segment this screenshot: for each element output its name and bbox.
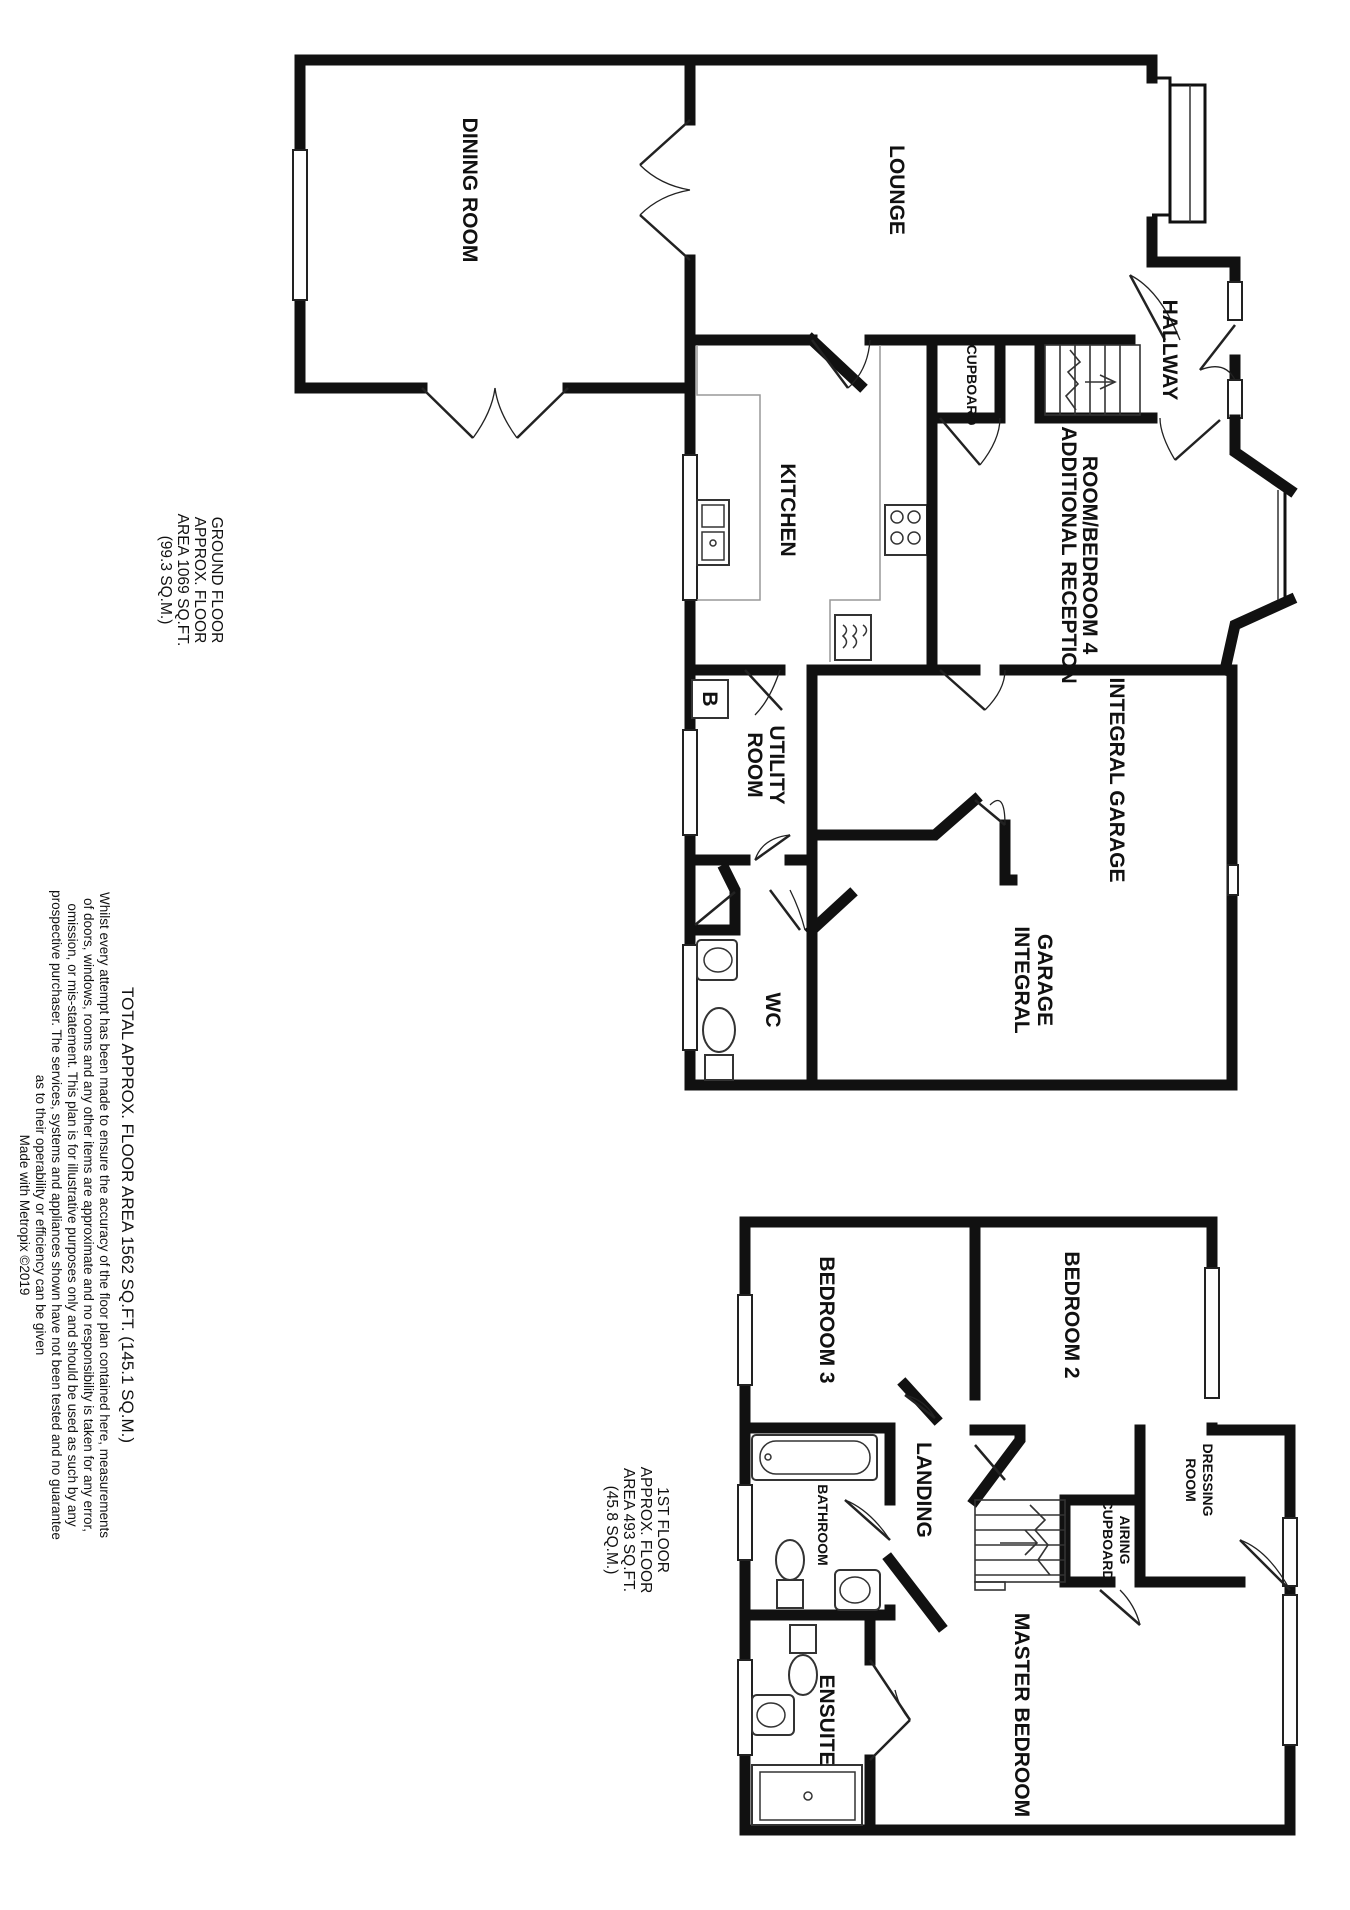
lounge-label: LOUNGE <box>885 145 908 235</box>
ground-area-line4: (99.3 SQ.M.) <box>157 535 174 625</box>
ground-area-line1: GROUND FLOOR <box>208 516 225 644</box>
hallway-doors <box>1130 275 1235 460</box>
ensuite-window <box>738 1660 752 1755</box>
wc-toilet <box>703 1008 735 1080</box>
hallway-window <box>1228 282 1242 320</box>
reception-label-line2: ROOM/BEDROOM 4 <box>1078 455 1101 655</box>
hallway-window-2 <box>1228 380 1242 418</box>
bedroom2-window <box>1205 1268 1219 1398</box>
hallway-label: HALLWAY <box>1158 299 1181 401</box>
kitchen-window <box>683 455 697 600</box>
first-floor-stairs <box>975 1500 1065 1590</box>
bedroom2-label: BEDROOM 2 <box>1060 1251 1083 1379</box>
wc-window <box>683 945 697 1050</box>
bedroom3-label: BEDROOM 3 <box>815 1256 838 1384</box>
utility-label-line1: UTILITY <box>765 725 788 805</box>
kitchen-sink <box>697 500 729 565</box>
bath-tub <box>752 1435 877 1480</box>
bathroom-toilet <box>776 1540 804 1608</box>
disclaimer-line2: of doors, windows, rooms and any other items are approximate and no responsibility is taken for any error, <box>81 897 96 1533</box>
bathroom-basin <box>835 1570 880 1610</box>
first-area-line2: APPROX. FLOOR <box>637 1466 654 1594</box>
utility-label-line2: ROOM <box>743 732 766 798</box>
landing-label: LANDING <box>912 1442 935 1538</box>
ground-stairs <box>1045 345 1140 415</box>
first-area-line4: (45.8 SQ.M.) <box>603 1485 620 1575</box>
ensuite-shower <box>752 1765 862 1825</box>
garage-door <box>1228 865 1238 895</box>
ensuite-basin <box>752 1695 794 1735</box>
dining-room-label: DINING ROOM <box>458 117 481 263</box>
first-floor-plan <box>603 1222 1297 1830</box>
wc-label: WC <box>761 992 784 1028</box>
kitchen-label: KITCHEN <box>776 463 799 557</box>
kitchen-hob <box>885 505 927 555</box>
first-area-line1: 1ST FLOOR <box>654 1487 671 1573</box>
dressing-label-line2: ROOM <box>1183 1458 1199 1502</box>
reception-door <box>940 670 1005 710</box>
dressing-label-line1: DRESSING <box>1200 1443 1216 1517</box>
ensuite-label: ENSUITE <box>815 1674 838 1766</box>
lounge-walls <box>690 60 1235 340</box>
disclaimer-line1: Whilst every attempt has been made to ensure the accuracy of the floor plan contained here, measurements <box>97 891 112 1539</box>
master-bedroom-label: MASTER BEDROOM <box>1010 1612 1033 1818</box>
airing-label-line1: AIRING <box>1117 1515 1133 1565</box>
first-area-line3: AREA 493 SQ.FT. <box>620 1467 637 1593</box>
dressing-window <box>1283 1518 1297 1586</box>
ensuite-toilet <box>789 1625 817 1695</box>
disclaimer-line4: prospective purchaser. The services, systems and appliances shown have not been tested and no guarantee <box>49 890 64 1540</box>
bathroom-window <box>738 1485 752 1560</box>
garage-label-line2: GARAGE <box>1033 933 1056 1027</box>
disclaimer-line3: omission, or mis-statement. This plan is for illustrative purposes only and should be used as such by any <box>65 903 80 1527</box>
boiler-label: B <box>698 691 721 707</box>
credit-line: Made with Metropix ©2019 <box>17 1134 32 1296</box>
lounge-bay-window <box>1152 78 1205 222</box>
wc-doors <box>695 890 805 930</box>
disclaimer-block <box>17 890 137 1540</box>
garage-internal-door <box>975 800 1005 825</box>
reception-label-line1: ADDITIONAL RECEPTION <box>1057 426 1080 684</box>
garage-label-line1: INTEGRAL <box>1010 926 1033 1034</box>
ground-floor-plan <box>157 60 1290 1085</box>
bedroom3-window <box>738 1295 752 1385</box>
total-area: TOTAL APPROX. FLOOR AREA 1562 SQ.FT. (145.1 SQ.M.) <box>118 986 137 1444</box>
master-window <box>1283 1595 1297 1745</box>
utility-window <box>683 730 697 835</box>
ground-area-line2: APPROX. FLOOR <box>191 516 208 644</box>
ground-area-line3: AREA 1069 SQ.FT. <box>174 513 191 647</box>
bathroom-label: BATHROOM <box>815 1484 831 1566</box>
wc-basin <box>697 940 737 980</box>
kitchen-washer <box>835 615 871 660</box>
dining-room-walls <box>300 60 690 388</box>
integral-garage-label: INTEGRAL GARAGE <box>1105 677 1128 883</box>
cupboard-label: CUPBOARD <box>964 344 980 426</box>
ground-floor-area-label <box>157 514 225 647</box>
disclaimer-line5: as to their operability or efficiency can be given <box>33 1074 48 1356</box>
first-floor-area-label <box>603 1467 671 1594</box>
airing-label-line2: CUPBOARD <box>1100 1499 1116 1581</box>
dining-room-window <box>293 150 307 300</box>
